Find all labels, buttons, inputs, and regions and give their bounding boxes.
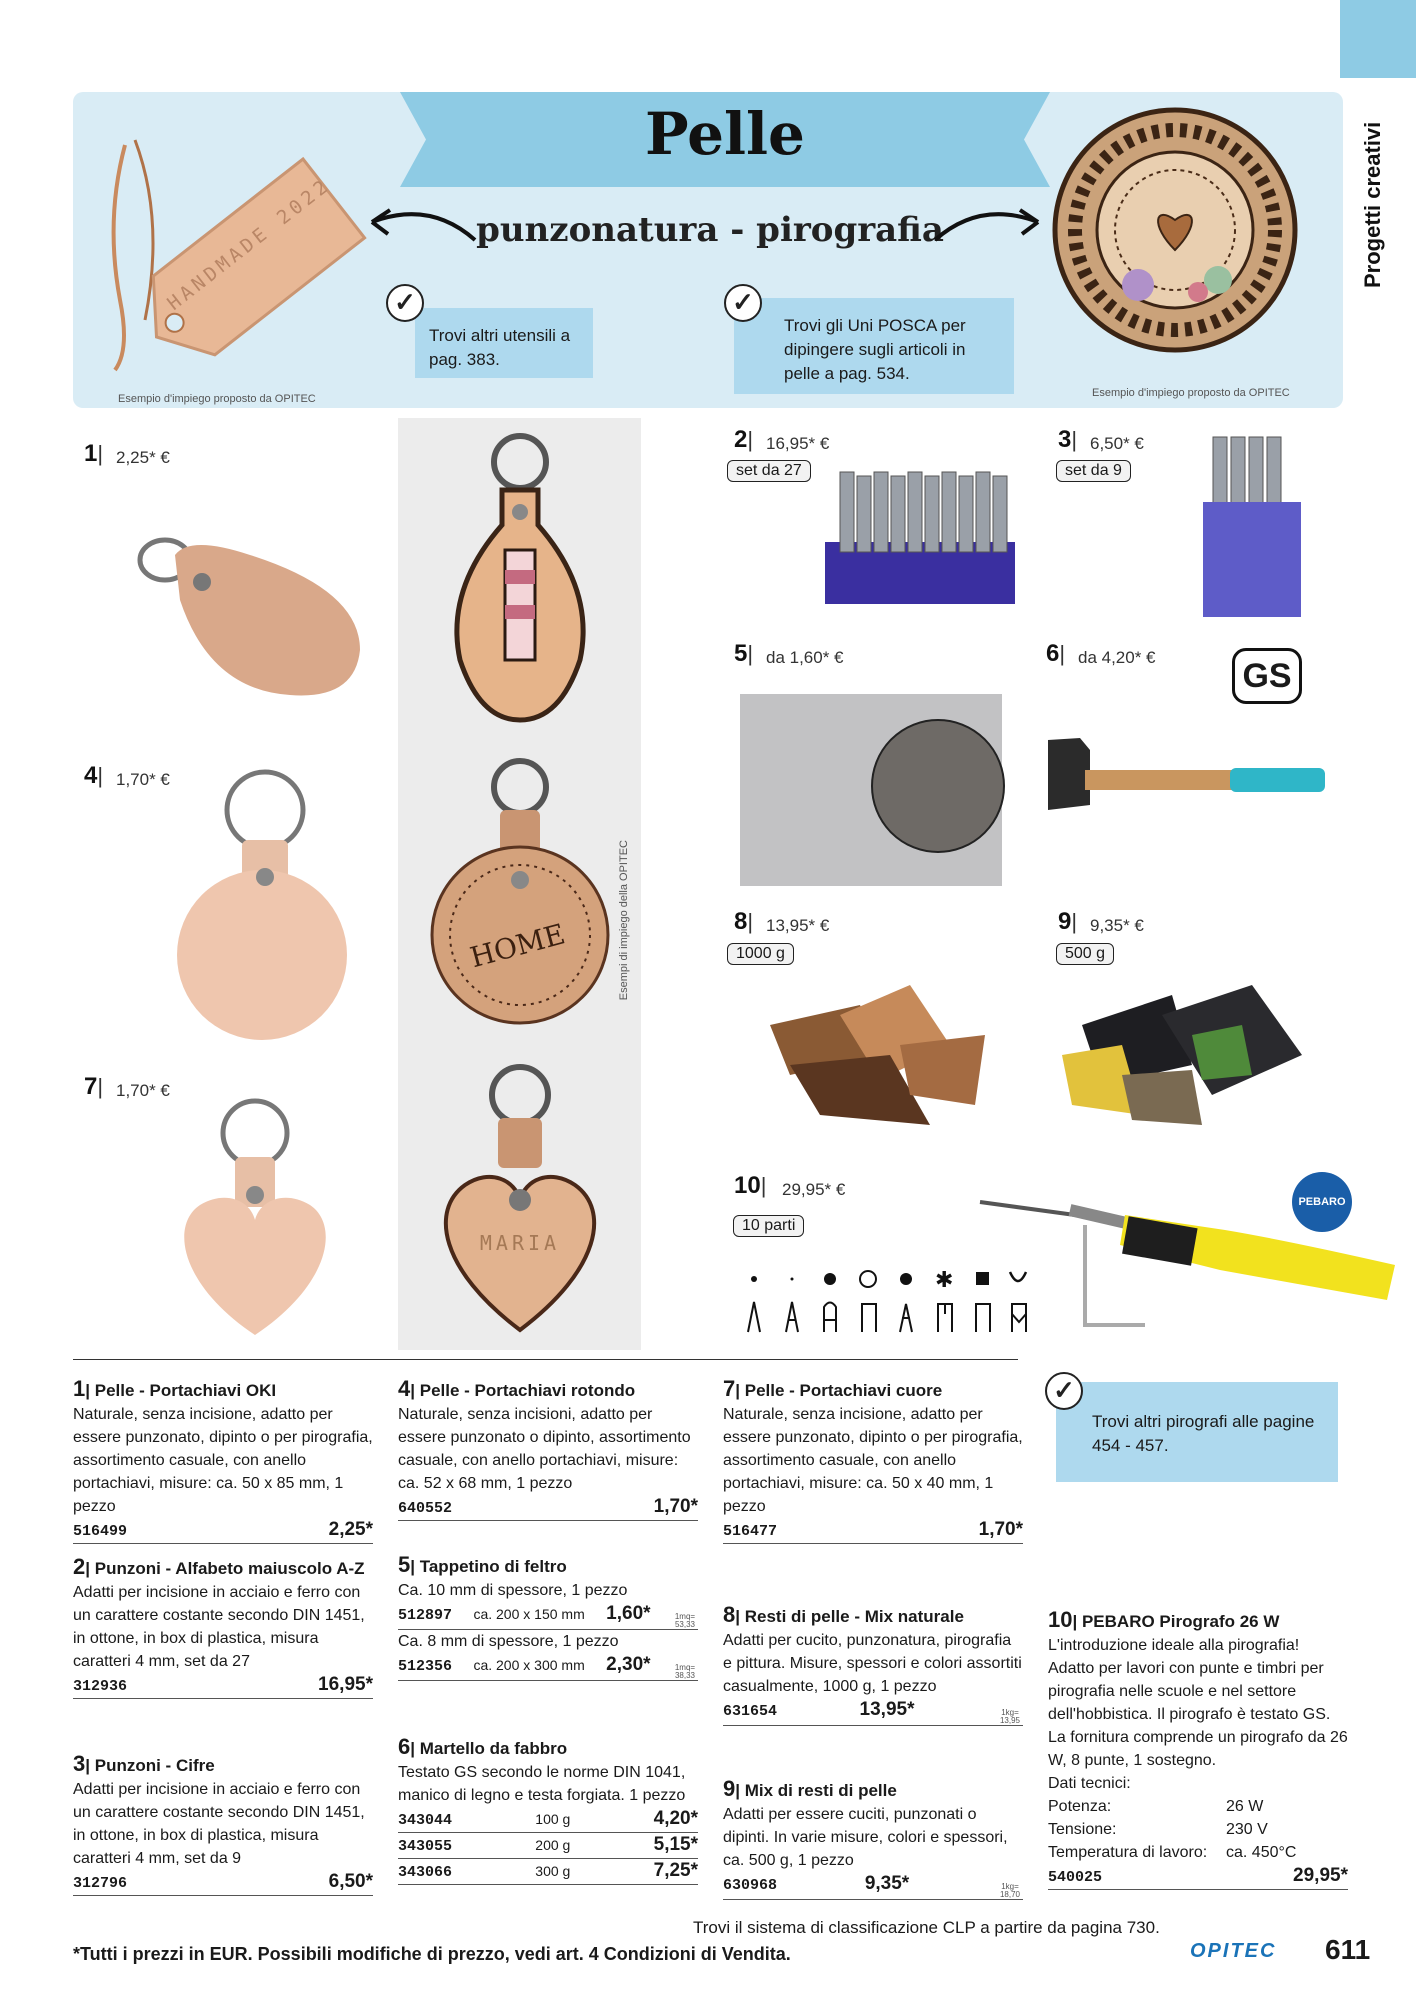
number-punch-set-image [1198,432,1308,622]
product-2-title: 2| Punzoni - Alfabeto maiuscolo A-Z [73,1554,365,1579]
product-10-description: 10| PEBARO Pirografo 26 W L'introduzione ideale alla pirografia! Adatto per lavori con punte e timbri per pirografia nelle scuole e nel settore dell'hobbistica. Il pirografo è testato GS. La fornitura comprende un pirografo da 26 W, 8 punte, 1 sostegno. Dati tecnici: Potenza: 26 W Tensione: 230 V Temperatura di lavoro: ca. 450°C 540025 29,95* [1048,1608,1348,1890]
product-5-price: da 1,60* € [766,648,844,667]
tip-pyrography-note: Trovi altri pirografi alle pagine 454 - 457. [1056,1382,1338,1482]
leather-scraps-mix-image [1062,975,1312,1135]
tip-icon: ✓ [1045,1372,1083,1410]
product-6-description: 6| Martello da fabbro Testato GS secondo le norme DIN 1041, manico di legno e testa forgiata. 1 pezzo 343044 100 g 4,20* 343055 200 g 5,15* 343066 300 g 7,25* [398,1735,698,1885]
product-4-price: 1,70* € [116,770,170,789]
product-2-code: 312936 [73,1678,128,1695]
section-label: Progetti creativi [1360,121,1385,289]
felt-mat-image [738,690,1028,890]
pebaro-logo: PEBARO [1292,1172,1352,1232]
svg-text:✱: ✱ [935,1268,954,1293]
table-row: 343044 100 g 4,20* [398,1807,698,1833]
product-8-description: 8| Resti di pelle - Mix naturale Adatti per cucito, punzonatura, pirografia e pittura. Misure, spessori e colori assortiti casualmente, 1000 g, 1 pezzo 631654 13,95* 1kg= 13,95 [723,1602,1022,1725]
tip-tools-note: Trovi altri utensili a pag. 383. [415,308,593,378]
product-9-price: 9,35* € [1090,916,1144,935]
product-4-description: 4| Pelle - Portachiavi rotondo Naturale, senza incisioni, adatto per essere punzonato o dipinto, assortimento casuale, con anello portachiavi, misure: ca. 52 x 68 mm, 1 pezzo 640552 1,70* [398,1377,698,1521]
product-3-price: 6,50* € [1090,434,1144,453]
price-disclaimer: *Tutti i prezzi in EUR. Possibili modifiche di prezzo, vedi art. 4 Condizioni di Vendita. [73,1944,791,1964]
product-1-price-value: 2,25* [328,1519,373,1540]
product-3-tag: set da 9 [1056,460,1131,482]
page-subtitle: punzonatura - pirografia [476,210,944,250]
product-4-code: 640552 [398,1500,453,1517]
product-5-number: 5| [734,640,754,667]
product-8-number: 8| [734,908,754,935]
table-row: 343055 200 g 5,15* [398,1833,698,1859]
product-7-description: 7| Pelle - Portachiavi cuore Naturale, senza incisione, adatto per essere punzonato, dipinto o per pirografia, assortimento casuale, con anello portachiavi, misure: ca. 50 x 40 mm, 1 pezzo 516477 1,70* [723,1377,1023,1544]
home-text: HOME [466,917,569,975]
product-1-price: 2,25* € [116,448,170,467]
product-9-number: 9| [1058,908,1078,935]
lighthouse-keychain-image [420,430,620,730]
product-5-description: 5| Tappetino di feltro Ca. 10 mm di spessore, 1 pezzo 512897 ca. 200 x 150 mm 1,60* 1mq= 53,33 Ca. 8 mm di spessore, 1 pezzo 512356 ca. 200 x 300 mm 2,30* 1mq= 38,33 [398,1553,698,1681]
product-1-code: 516499 [73,1523,128,1540]
product-3-code: 312796 [73,1875,128,1892]
product-10-number: 10| [734,1172,767,1199]
maria-text: MARIA [479,1231,561,1255]
tip-icon: ✓ [724,284,762,322]
opitec-logo: OPITEC [1190,1940,1277,1962]
product-9-title: 9| Mix di resti di pelle [723,1776,897,1801]
product-5-title: 5| Tappetino di feltro [398,1552,567,1577]
product-2-price-value: 16,95* [318,1674,373,1695]
oki-keychain-image [130,520,370,700]
round-keychain-image [170,765,350,1055]
product-9-description: 9| Mix di resti di pelle Adatti per essere cuciti, punzonati o dipinti. In varie misure, colori e spessori, ca. 500 g, 1 pezzo 630968 9,35* 1kg= 18,70 [723,1777,1023,1900]
tip-posca-note: Trovi gli Uni POSCA per dipingere sugli articoli in pelle a pag. 534. [734,298,1014,394]
product-8-price: 13,95* € [766,916,830,935]
arrow-right-icon [930,200,1050,250]
divider [73,1359,1018,1360]
tip-icon: ✓ [386,284,424,322]
gs-certification-icon: GS [1232,648,1302,704]
product-3-number: 3| [1058,426,1078,453]
tag-text: HANDMADE 2022 [163,173,335,315]
clp-note: Trovi il sistema di classificazione CLP a partire da pagina 730. [693,1918,1160,1937]
product-3-title: 3| Punzoni - Cifre [73,1751,215,1776]
product-8-tag: 1000 g [727,943,794,965]
product-7-price: 1,70* € [116,1081,170,1100]
page-number: 611 [1325,1934,1371,1965]
product-2-description: 2| Punzoni - Alfabeto maiuscolo A-Z Adatti per incisione in acciaio e ferro con un carattere costante secondo DIN 1451, in ottone, in box di plastica, misura caratteri 4 mm, set da 27 312936 16,95* [73,1555,373,1699]
home-keychain-image [420,755,620,1035]
pyrography-tips-image [740,1262,1040,1337]
product-4-title: 4| Pelle - Portachiavi rotondo [398,1376,636,1401]
hammer-image [1040,730,1340,840]
maria-keychain-image [420,1060,620,1340]
product-7-code: 516477 [723,1523,778,1540]
product-10-tag: 10 parti [733,1215,804,1237]
caption-left: Esempio d'impiego proposto da OPITEC [118,393,316,405]
product-8-title: 8| Resti di pelle - Mix naturale [723,1602,964,1627]
product-2-price: 16,95* € [766,434,830,453]
product-1-description: 1| Pelle - Portachiavi OKI Naturale, senza incisione, adatto per essere punzonato, dipinto o per pirografia, assortimento casuale, con anello portachiavi, misure: ca. 50 x 85 mm, 1 pezzo 516499 2,25* [73,1377,373,1544]
alphabet-punch-set-image [815,462,1020,612]
product-4-number: 4| [84,762,104,789]
page-title: Pelle [645,100,805,168]
pyrography-plate-image [1050,100,1300,390]
product-6-title: 6| Martello da fabbro [398,1734,568,1759]
product-1-title: 1| Pelle - Portachiavi OKI [73,1376,277,1401]
caption-right: Esempio d'impiego proposto da OPITEC [1092,387,1290,399]
product-1-number: 1| [84,440,104,467]
table-row: 343066 300 g 7,25* [398,1859,698,1885]
product-9-tag: 500 g [1056,943,1114,965]
product-3-description: 3| Punzoni - Cifre Adatti per incisione in acciaio e ferro con un carattere costante secondo DIN 1451, in ottone, in box di plastica, misura caratteri 4 mm, set da 9 312796 6,50* [73,1752,373,1896]
product-2-number: 2| [734,426,754,453]
side-tab [1340,0,1416,78]
product-10-price: 29,95* € [782,1180,846,1199]
product-7-title: 7| Pelle - Portachiavi cuore [723,1376,943,1401]
product-3-price-value: 6,50* [328,1871,373,1892]
pyrography-pen-image [975,1170,1415,1340]
product-2-tag: set da 27 [727,460,811,482]
product-7-price-value: 1,70* [978,1519,1023,1540]
product-4-price-value: 1,70* [653,1496,698,1517]
heart-keychain-image [170,1095,350,1345]
product-7-number: 7| [84,1073,104,1100]
leather-scraps-natural-image [760,985,990,1135]
examples-caption: Esempi di impiego della OPITEC [618,840,630,1001]
product-6-price: da 4,20* € [1078,648,1156,667]
leather-tag-image [85,100,395,380]
product-10-title: 10| PEBARO Pirografo 26 W [1048,1607,1280,1632]
product-6-number: 6| [1046,640,1066,667]
